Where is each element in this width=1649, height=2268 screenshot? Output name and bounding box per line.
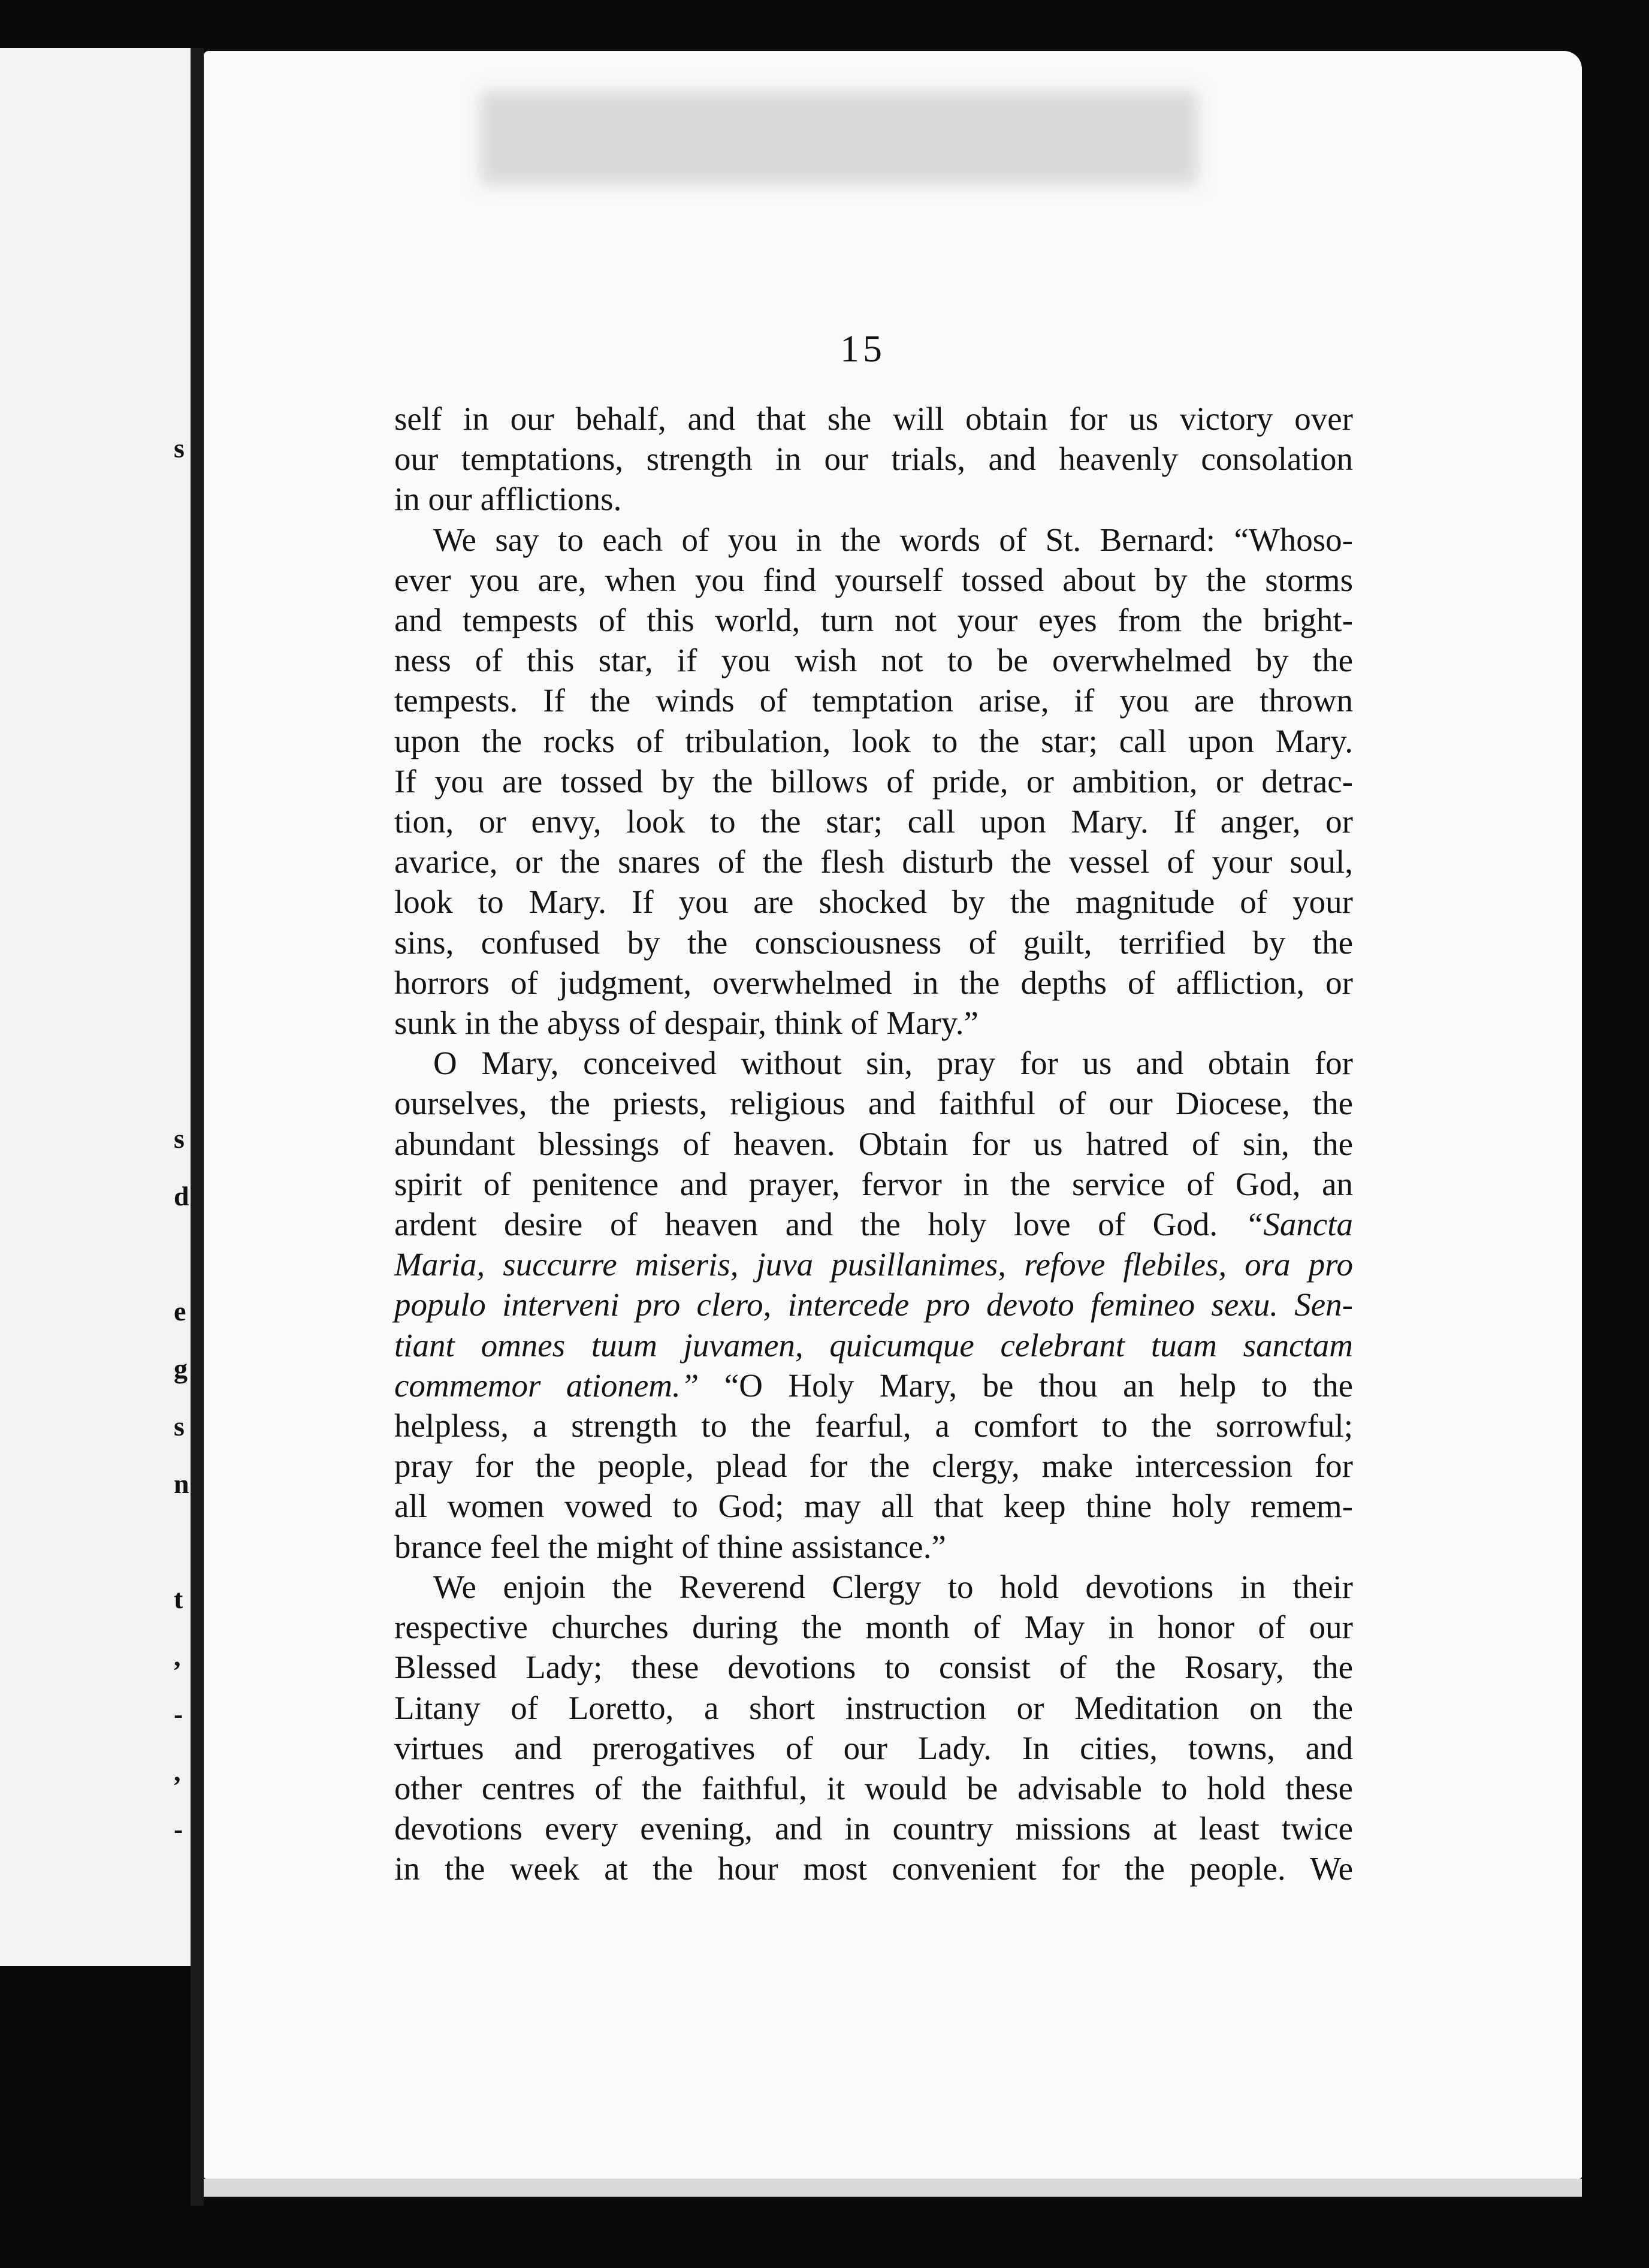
line-text: horrors of judgment, overwhelmed in the depths of affliction, or: [394, 964, 1353, 1001]
line-text: If you are tossed by the billows of pride, or ambition, or detrac-: [394, 762, 1353, 800]
text-line: [394, 1607, 1353, 1647]
margin-mark: [174, 822, 188, 880]
margin-mark: d: [174, 1181, 189, 1211]
line-text: avarice, or the snares of the flesh disturb the vessel of your soul,: [394, 843, 1353, 880]
line-text: in the week at the hour most convenient for the people. We: [394, 1850, 1353, 1887]
margin-mark: [174, 535, 188, 592]
line-text: ardent desire of heaven and the holy love of God.: [394, 1206, 1218, 1243]
margin-mark: -: [174, 1814, 183, 1844]
text-line: [394, 1124, 1353, 1164]
line-text: populo interveni pro clero, intercede pro devoto femineo sexu. Sen-: [394, 1286, 1353, 1323]
line-text: all women vowed to God; may all that keep thine holy remem-: [394, 1488, 1353, 1525]
text-line: [394, 842, 1353, 882]
text-line: [394, 1164, 1353, 1204]
line-text: tiant omnes tuum juvamen, quicumque celebrant tuam sanctam: [394, 1326, 1353, 1364]
line-text: and tempests of this world, turn not your eyes from the bright-: [394, 602, 1353, 639]
text-line: [394, 1848, 1353, 1889]
show-through-smudge: [479, 90, 1198, 186]
text-line: [394, 1083, 1353, 1123]
margin-mark: s: [174, 1411, 185, 1441]
text-line: [394, 1043, 1353, 1083]
line-text: virtues and prerogatives of our Lady. In cities, towns, and: [394, 1729, 1353, 1766]
line-text: pray for the people, plead for the clergy, make intercession for: [394, 1447, 1353, 1485]
latin-text: commemor ationem.”: [394, 1367, 699, 1404]
margin-mark: ,: [174, 1756, 181, 1787]
line-text: tion, or envy, look to the star; call upon Mary. If anger, or: [394, 803, 1353, 840]
line-text: self in our behalf, and that she will obtain for us victory over: [394, 400, 1353, 437]
line-text: sunk in the abyss of despair, think of Mary.”: [394, 1005, 978, 1042]
text-line: [394, 1003, 1353, 1043]
text-line: [394, 761, 1353, 801]
line-text: look to Mary. If you are shocked by the magnitude of your: [394, 883, 1353, 921]
text-line: [394, 1244, 1353, 1284]
text-line: [394, 560, 1353, 600]
margin-mark: [174, 765, 188, 822]
book-gutter: [191, 48, 204, 2206]
text-line: [394, 922, 1353, 963]
margin-mark: -: [174, 1699, 183, 1729]
margin-mark: ,: [174, 1641, 181, 1672]
margin-mark: [174, 477, 188, 535]
text-line: [394, 882, 1353, 922]
body-text: [394, 399, 1353, 1889]
line-text: We enjoin the Reverend Clergy to hold devotions in their: [433, 1568, 1353, 1605]
margin-mark: [174, 650, 188, 707]
page-number: 15: [840, 327, 886, 370]
margin-mark: [174, 880, 188, 937]
text-line: [394, 1527, 1353, 1567]
text-line: [394, 1204, 1353, 1244]
text-line: [394, 1688, 1353, 1728]
text-line: [394, 640, 1353, 680]
margin-mark: [174, 995, 188, 1052]
line-text: “O Holy Mary, be thou an help to the: [699, 1367, 1353, 1404]
line-text: Blessed Lady; these devotions to consist of the Rosary, the: [394, 1649, 1353, 1686]
page-bottom-edge: [204, 2179, 1582, 2197]
line-text: ness of this star, if you wish not to be overwhelmed by the: [394, 642, 1353, 679]
text-line: [394, 600, 1353, 640]
line-text: abundant blessings of heaven. Obtain for us hatred of sin, the: [394, 1125, 1353, 1162]
line-text: sins, confused by the consciousness of guilt, terrified by the: [394, 924, 1353, 961]
line-text: spirit of penitence and prayer, fervor in the service of God, an: [394, 1165, 1353, 1202]
line-text: tempests. If the winds of temptation arise, if you are thrown: [394, 682, 1353, 719]
line-text: ourselves, the priests, religious and faithful of our Diocese, the: [394, 1085, 1353, 1122]
latin-text: “Sancta: [1245, 1206, 1354, 1243]
text-line: [394, 1284, 1353, 1325]
line-text: helpless, a strength to the fearful, a comfort to the sorrowful;: [394, 1407, 1353, 1444]
text-line: [394, 399, 1353, 439]
previous-page-marks: [174, 420, 188, 1978]
margin-mark: n: [174, 1468, 189, 1499]
text-line: [394, 1768, 1353, 1808]
text-line: [394, 1325, 1353, 1365]
margin-mark: s: [174, 1123, 185, 1154]
margin-mark: s: [174, 433, 185, 463]
text-line: [394, 1728, 1353, 1768]
text-line: [394, 520, 1353, 560]
text-line: [394, 1365, 1353, 1406]
margin-mark: [174, 1513, 188, 1570]
margin-mark: [174, 1052, 188, 1110]
margin-mark: e: [174, 1296, 186, 1326]
margin-mark: g: [174, 1353, 188, 1384]
text-line: [394, 1647, 1353, 1687]
line-text: Maria, succurre miseris, juva pusillanimes, refove flebiles, ora pro: [394, 1246, 1353, 1283]
line-text: We say to each of you in the words of St. Bernard: “Whoso-: [433, 521, 1353, 558]
text-line: [394, 1406, 1353, 1446]
margin-mark: [174, 707, 188, 765]
text-line: [394, 680, 1353, 720]
margin-mark: [174, 592, 188, 650]
line-text: brance feel the might of thine assistance.”: [394, 1528, 946, 1565]
text-line: [394, 801, 1353, 842]
text-line: [394, 1486, 1353, 1526]
text-line: [394, 1808, 1353, 1848]
line-text: devotions every evening, and in country missions at least twice: [394, 1810, 1353, 1847]
line-text: in our afflictions.: [394, 481, 622, 518]
text-line: [394, 1446, 1353, 1486]
margin-mark: [174, 1225, 188, 1283]
line-text: upon the rocks of tribulation, look to the star; call upon Mary.: [394, 722, 1353, 759]
line-text: ever you are, when you find yourself tossed about by the storms: [394, 561, 1353, 598]
text-line: [394, 721, 1353, 761]
line-text: other centres of the faithful, it would be advisable to hold these: [394, 1769, 1353, 1806]
line-text: O Mary, conceived without sin, pray for us and obtain for: [433, 1045, 1353, 1082]
margin-mark: [174, 937, 188, 995]
text-line: [394, 963, 1353, 1003]
line-text: Litany of Loretto, a short instruction or Meditation on the: [394, 1689, 1353, 1726]
text-line: [394, 439, 1353, 479]
line-text: respective churches during the month of May in honor of our: [394, 1609, 1353, 1646]
text-line: [394, 1567, 1353, 1607]
line-text: our temptations, strength in our trials, and heavenly consolation: [394, 441, 1353, 478]
previous-page-edge: [0, 48, 191, 1966]
margin-mark: t: [174, 1584, 183, 1614]
text-line: [394, 479, 1353, 519]
